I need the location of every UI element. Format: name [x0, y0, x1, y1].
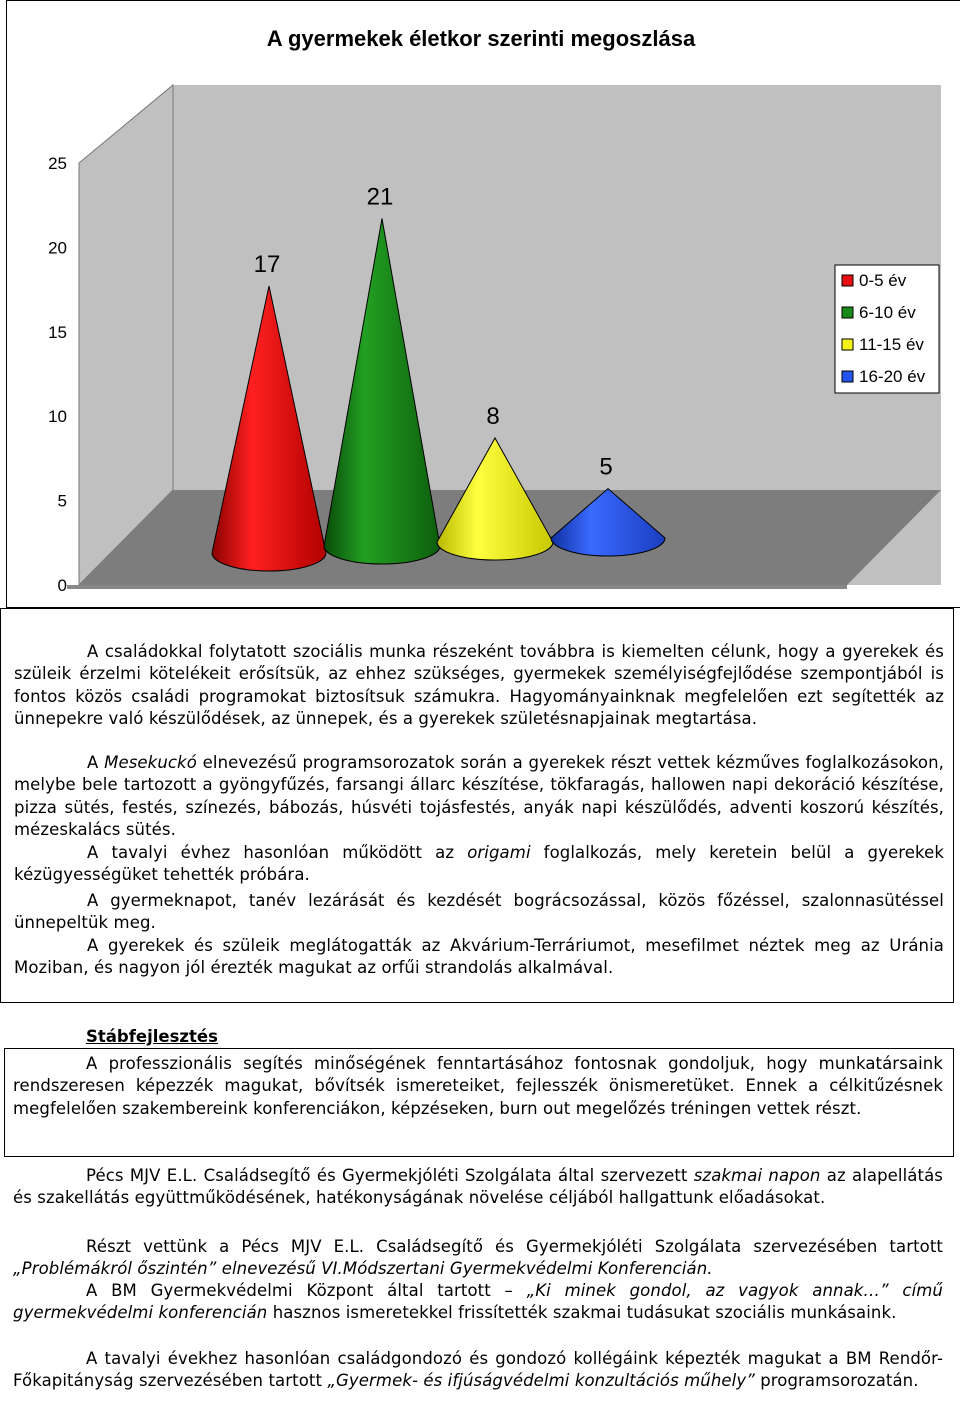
section-heading-staff: Stábfejlesztés: [86, 1027, 218, 1046]
y-tick-label: 25: [48, 154, 67, 173]
legend-swatch: [842, 307, 853, 318]
y-tick-label: 15: [48, 322, 67, 342]
paragraph-bm-conference: A BM Gyermekvédelmi Központ által tartott – „Ki minek gondol, az vagyok annak…” című gyermekvédelmi konferencián hasznos ismeretekkel frissítették szakmai tudásukat szociális munkásaink.: [13, 1281, 943, 1323]
paragraph-family-work: A családokkal folytatott szociális munka részeként továbbra is kiemelten célunk, hogy a gyerekek és szüleik érzelmi kötelékeit erősítsük, az ehhez szükséges, gyermekek személyiségfejlődése szempontjából is fontos közös családi programokat biztosítsuk számukra. Hagyományainknak megfelelően ezt segítették az ünnepekre való készülődések, az ünnepek, és a gyerekek születésnapjainak megtartása.: [14, 642, 944, 728]
y-axis-ticks: [48, 154, 67, 595]
y-tick-label: 10: [48, 407, 67, 427]
data-label: 17: [253, 251, 281, 279]
paragraph-police-workshop: A tavalyi évekhez hasonlóan családgondozó és gondozó kollégáink képezték magukat a BM Rendőr-Főkapitányság szervezésében tartott „Gyermek- és ifjúságvédelmi konzultációs műhely” programsorozatán.: [13, 1349, 943, 1391]
legend-label: 0-5 év: [859, 271, 907, 290]
y-tick-label: 5: [57, 491, 67, 511]
legend-swatch: [842, 275, 853, 286]
data-label: 5: [599, 453, 613, 481]
data-label: 21: [366, 183, 394, 211]
paragraph-origami: A tavalyi évhez hasonlóan működött az origami foglalkozás, mely keretein belül a gyerekek kézügyességüket tehették próbára.: [14, 843, 944, 885]
paragraph-mesekucko: A Mesekuckó elnevezésű programsorozatok során a gyerekek részt vettek kézműves foglalkozásokon, melybe bele tartozott a gyöngyfűzés, farsangi állarc készítése, tökfaragás, hallowen napi dekoráció készítése, pizza sütés, festés, színezés, bábozás, húsvéti tojásfestés, anyák napi készülődés, adventi koszorú készítés, mézeskalács sütés.: [14, 753, 945, 839]
legend-swatch: [842, 371, 853, 382]
age-distribution-chart: [7, 1, 960, 609]
chart-frame: [6, 0, 960, 608]
legend-label: 16-20 év: [859, 367, 926, 386]
paragraph-aquarium: A gyerekek és szüleik meglátogatták az Akvárium-Terráriumot, mesefilmet néztek meg az Uránia Moziban, és nagyon jól érezték magukat az orfűi strandolás alkalmával.: [14, 936, 944, 978]
y-tick-label: 20: [48, 238, 67, 258]
paragraph-childrens-day: A gyermeknapot, tanév lezárását és kezdését bográcsozással, közös főzéssel, szalonnasütéssel ünnepeltük meg.: [14, 891, 944, 933]
y-tick-label: 0: [57, 576, 67, 595]
floor-shadow: [67, 585, 847, 589]
legend-label: 11-15 év: [859, 335, 924, 354]
data-label: 8: [486, 402, 500, 430]
chart-title: A gyermekek életkor szerinti megoszlása: [266, 26, 696, 51]
paragraph-professional-day: Pécs MJV E.L. Családsegítő és Gyermekjóléti Szolgálata által szervezett szakmai napon az alapellátás és szakellátás együttműködésének, hatékonyságának növelése céljából hallgattunk előadásokat.: [13, 1166, 943, 1208]
legend-swatch: [842, 339, 853, 350]
legend-label: 6-10 év: [859, 303, 916, 322]
family-programs-section: [0, 608, 954, 1003]
paragraph-conference: Részt vettünk a Pécs MJV E.L. Családsegítő és Gyermekjóléti Szolgálata szervezésében tartott „Problémákról őszintén” elnevezésű VI.Módszertani Gyermekvédelmi Konferencián.: [13, 1237, 943, 1279]
paragraph-training: A professzionális segítés minőségének fenntartásához fontosnak gondoljuk, hogy munkatársaink rendszeresen képezzék magukat, bővítsék ismereteiket, fejlesszék önismeretüket. Ennek a célkitűzésnek megfelelően szakembereink konferenciákon, képzéseken, burn out megelőzés tréningen vettek részt.: [13, 1054, 943, 1118]
